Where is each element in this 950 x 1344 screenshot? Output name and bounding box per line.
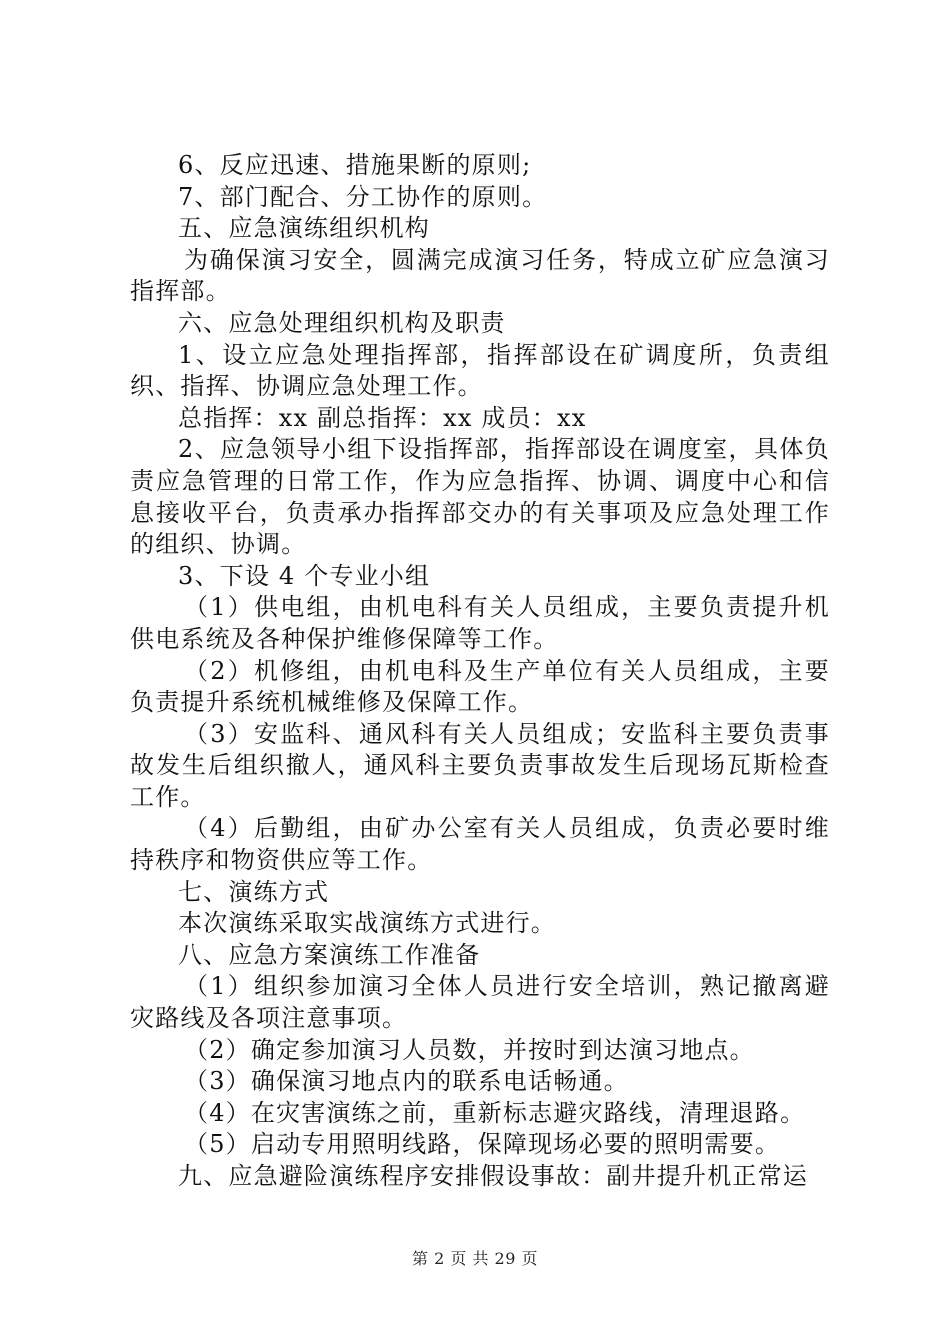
- paragraph: 本次演练采取实战演练方式进行。: [178, 909, 556, 938]
- list-item: （2）确定参加演习人员数，并按时到达演习地点。: [184, 1035, 755, 1064]
- page-footer: [0, 1246, 950, 1269]
- paragraph: 2、应急领导小组下设指挥部，指挥部设在调度室，具体负责应急管理的日常工作，作为应急指挥、协调、调度中心和信息接收平台，负责承办指挥部交办的有关事项及应急处理工作的组织、协调。: [130, 435, 830, 559]
- list-item: （4）后勤组，由矿办公室有关人员组成，负责必要时维持秩序和物资供应等工作。: [130, 814, 830, 875]
- section-heading: 六、应急处理组织机构及职责: [178, 308, 506, 337]
- list-item: （1）组织参加演习全体人员进行安全培训，熟记撤离避灾路线及各项注意事项。: [130, 972, 830, 1033]
- list-item: （5）启动专用照明线路，保障现场必要的照明需要。: [184, 1130, 781, 1159]
- list-item: （1）供电组，由机电科有关人员组成，主要负责提升机供电系统及各种保护维修保障等工作。: [130, 593, 830, 653]
- section-heading: 八、应急方案演练工作准备: [178, 940, 481, 969]
- paragraph: 6、反应迅速、措施果断的原则;: [178, 151, 532, 179]
- section-heading: 七、演练方式: [178, 877, 330, 906]
- paragraph: 总指挥：xx 副总指挥：xx 成员：xx: [178, 403, 587, 432]
- paragraph: 为确保演习安全，圆满完成演习任务，特成立矿应急演习指挥部。: [130, 245, 830, 306]
- page-number-label: 第 2 页 共 29 页: [412, 1249, 538, 1268]
- paragraph: 3、下设 4 个专业小组: [178, 561, 431, 590]
- section-heading: 九、应急避险演练程序安排假设事故：副井提升机正常运: [178, 1162, 808, 1190]
- paragraph: 1、设立应急处理指挥部，指挥部设在矿调度所，负责组织、指挥、协调应急处理工作。: [130, 340, 830, 401]
- paragraph: 7、部门配合、分工协作的原则。: [178, 182, 548, 211]
- document-body: [130, 150, 830, 1193]
- list-item: （2）机修组，由机电科及生产单位有关人员组成，主要负责提升系统机械维修及保障工作。: [130, 656, 830, 717]
- list-item: （4）在灾害演练之前，重新标志避灾路线，清理退路。: [184, 1098, 806, 1127]
- section-heading: 五、应急演练组织机构: [178, 214, 430, 243]
- list-item: （3）确保演习地点内的联系电话畅通。: [184, 1067, 629, 1096]
- list-item: （3）安监科、通风科有关人员组成；安监科主要负责事故发生后组织撤人，通风科主要负责事故发生后现场瓦斯检查工作。: [130, 719, 830, 811]
